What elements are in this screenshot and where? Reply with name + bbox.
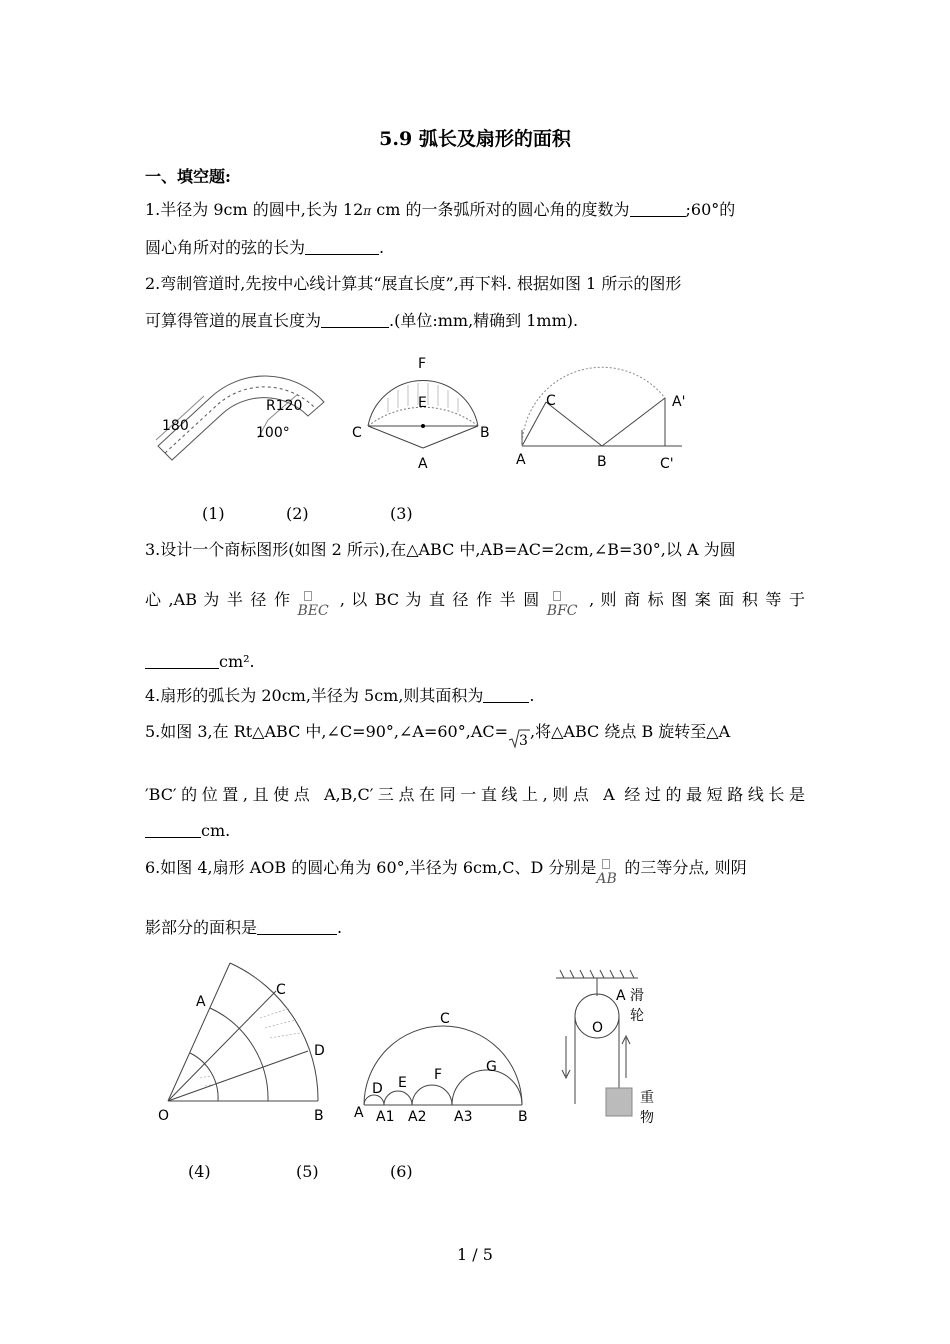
fig3-label-c-prime: C' bbox=[660, 456, 674, 472]
fig1-length-label: 180 bbox=[162, 418, 189, 434]
fig4-label-o: O bbox=[158, 1108, 170, 1124]
q2-line1: 2.弯制管道时,先按中心线计算其“展直长度”,再下料. 根据如图 1 所示的图形 bbox=[145, 274, 682, 293]
fig6-label-hua: 滑 bbox=[630, 988, 644, 1004]
answer-blank bbox=[145, 821, 201, 838]
fig5-label-d: D bbox=[372, 1081, 383, 1097]
q6-line1: 6.如图 4,扇形 AOB 的圆心角为 60°,半径为 6cm,C、D 分别是 AB 的三等分点, 则阴 bbox=[145, 858, 747, 887]
q4-line: 4.扇形的弧长为 20cm,半径为 5cm,则其面积为 . bbox=[145, 686, 535, 705]
fig2-label-e: E bbox=[418, 395, 427, 411]
figure-5-semicircles bbox=[350, 1005, 540, 1130]
fig6-label-o: O bbox=[592, 1020, 604, 1036]
fig2-center-point bbox=[421, 424, 425, 428]
fig6-label-zhong: 重 bbox=[640, 1090, 654, 1106]
fig5-label-a3: A3 bbox=[454, 1109, 473, 1125]
fig5-label-f: F bbox=[434, 1067, 443, 1083]
fig3-label-c: C bbox=[546, 393, 556, 409]
fig5-label-a2: A2 bbox=[408, 1109, 427, 1125]
fig2-label-f: F bbox=[418, 356, 427, 372]
caption-1: (1) bbox=[202, 504, 225, 523]
q3-line2: 心 ,AB 为 半 径 作 BEC , 以 BC 为 直 径 作 半 圆 BFC , 则 商 标 图 案 面 积 等 于 bbox=[145, 590, 805, 619]
fig3-label-b: B bbox=[597, 454, 607, 470]
fig5-label-g: G bbox=[486, 1059, 497, 1075]
caption-2: (2) bbox=[286, 504, 309, 523]
fig5-label-a1: A1 bbox=[376, 1109, 395, 1125]
figure-1-pipe bbox=[148, 368, 338, 478]
q3-line3: cm². bbox=[145, 652, 255, 672]
fig6-weight-block bbox=[606, 1088, 632, 1116]
fig6-label-lun: 轮 bbox=[630, 1008, 644, 1024]
fig5-label-b: B bbox=[518, 1109, 528, 1125]
page-number: 1 / 5 bbox=[457, 1245, 493, 1264]
answer-blank bbox=[321, 311, 389, 328]
arc-ab-symbol: AB bbox=[596, 863, 624, 883]
answer-blank bbox=[145, 652, 219, 669]
pi-symbol: π bbox=[363, 204, 372, 218]
figure-6-pulley bbox=[552, 966, 672, 1126]
q6-line2: 影部分的面积是 . bbox=[145, 918, 343, 937]
fig2-label-a: A bbox=[418, 456, 428, 472]
fig4-label-a: A bbox=[196, 994, 206, 1010]
caption-3: (3) bbox=[390, 504, 413, 523]
fig4-label-d: D bbox=[314, 1043, 325, 1059]
fig6-label-wu: 物 bbox=[640, 1110, 654, 1126]
q5-line2: ′BC′的位置,且使点 A,B,C′三点在同一直线上,则点 A 经过的最短路线长是 bbox=[145, 785, 805, 804]
q2-line2: 可算得管道的展直长度为 .(单位:mm,精确到 1mm). bbox=[145, 311, 579, 330]
answer-blank bbox=[305, 238, 379, 255]
fig4-label-c: C bbox=[276, 982, 286, 998]
q5-line1: 5.如图 3,在 Rt△ABC 中,∠C=90°,∠A=60°,AC= 3 ,将△ABC 绕点 B 旋转至△A bbox=[145, 722, 731, 749]
fig3-label-a: A bbox=[516, 452, 526, 468]
answer-blank bbox=[257, 918, 337, 935]
caption-6: (6) bbox=[390, 1162, 413, 1181]
answer-blank bbox=[630, 200, 686, 217]
fig2-label-c: C bbox=[352, 425, 362, 441]
sqrt-symbol: 3 bbox=[508, 727, 530, 749]
figure-2-trademark bbox=[348, 352, 498, 477]
fig1-radius-label: R120 bbox=[266, 398, 303, 414]
fig1-angle-label: 100° bbox=[256, 425, 290, 441]
caption-4: (4) bbox=[188, 1162, 211, 1181]
fig5-label-c: C bbox=[440, 1011, 450, 1027]
figure-4-sector bbox=[150, 958, 340, 1128]
fig2-label-b: B bbox=[480, 425, 490, 441]
fig4-label-b: B bbox=[314, 1108, 324, 1124]
page-title: 5.9 弧长及扇形的面积 bbox=[379, 128, 571, 150]
arc-bfc-symbol: BFC bbox=[547, 595, 583, 615]
q1-line1: 1.半径为 9cm 的圆中,长为 12π cm 的一条弧所对的圆心角的度数为 ;60°的 bbox=[145, 200, 736, 219]
fig3-label-a-prime: A' bbox=[672, 394, 686, 410]
fig6-label-a: A bbox=[616, 988, 626, 1004]
answer-blank bbox=[483, 686, 529, 703]
caption-5: (5) bbox=[296, 1162, 319, 1181]
q1-line2: 圆心角所对的弦的长为 . bbox=[145, 238, 385, 257]
q3-line1: 3.设计一个商标图形(如图 2 所示),在△ABC 中,AB=AC=2cm,∠B=30°,以 A 为圆 bbox=[145, 540, 736, 559]
arc-bec-symbol: BEC bbox=[298, 595, 334, 615]
q5-line3: cm. bbox=[145, 821, 230, 841]
fig5-label-a: A bbox=[354, 1105, 364, 1121]
fig5-label-e: E bbox=[398, 1075, 407, 1091]
section-heading: 一、填空题: bbox=[145, 167, 231, 186]
figure-3-rotation bbox=[510, 360, 700, 475]
